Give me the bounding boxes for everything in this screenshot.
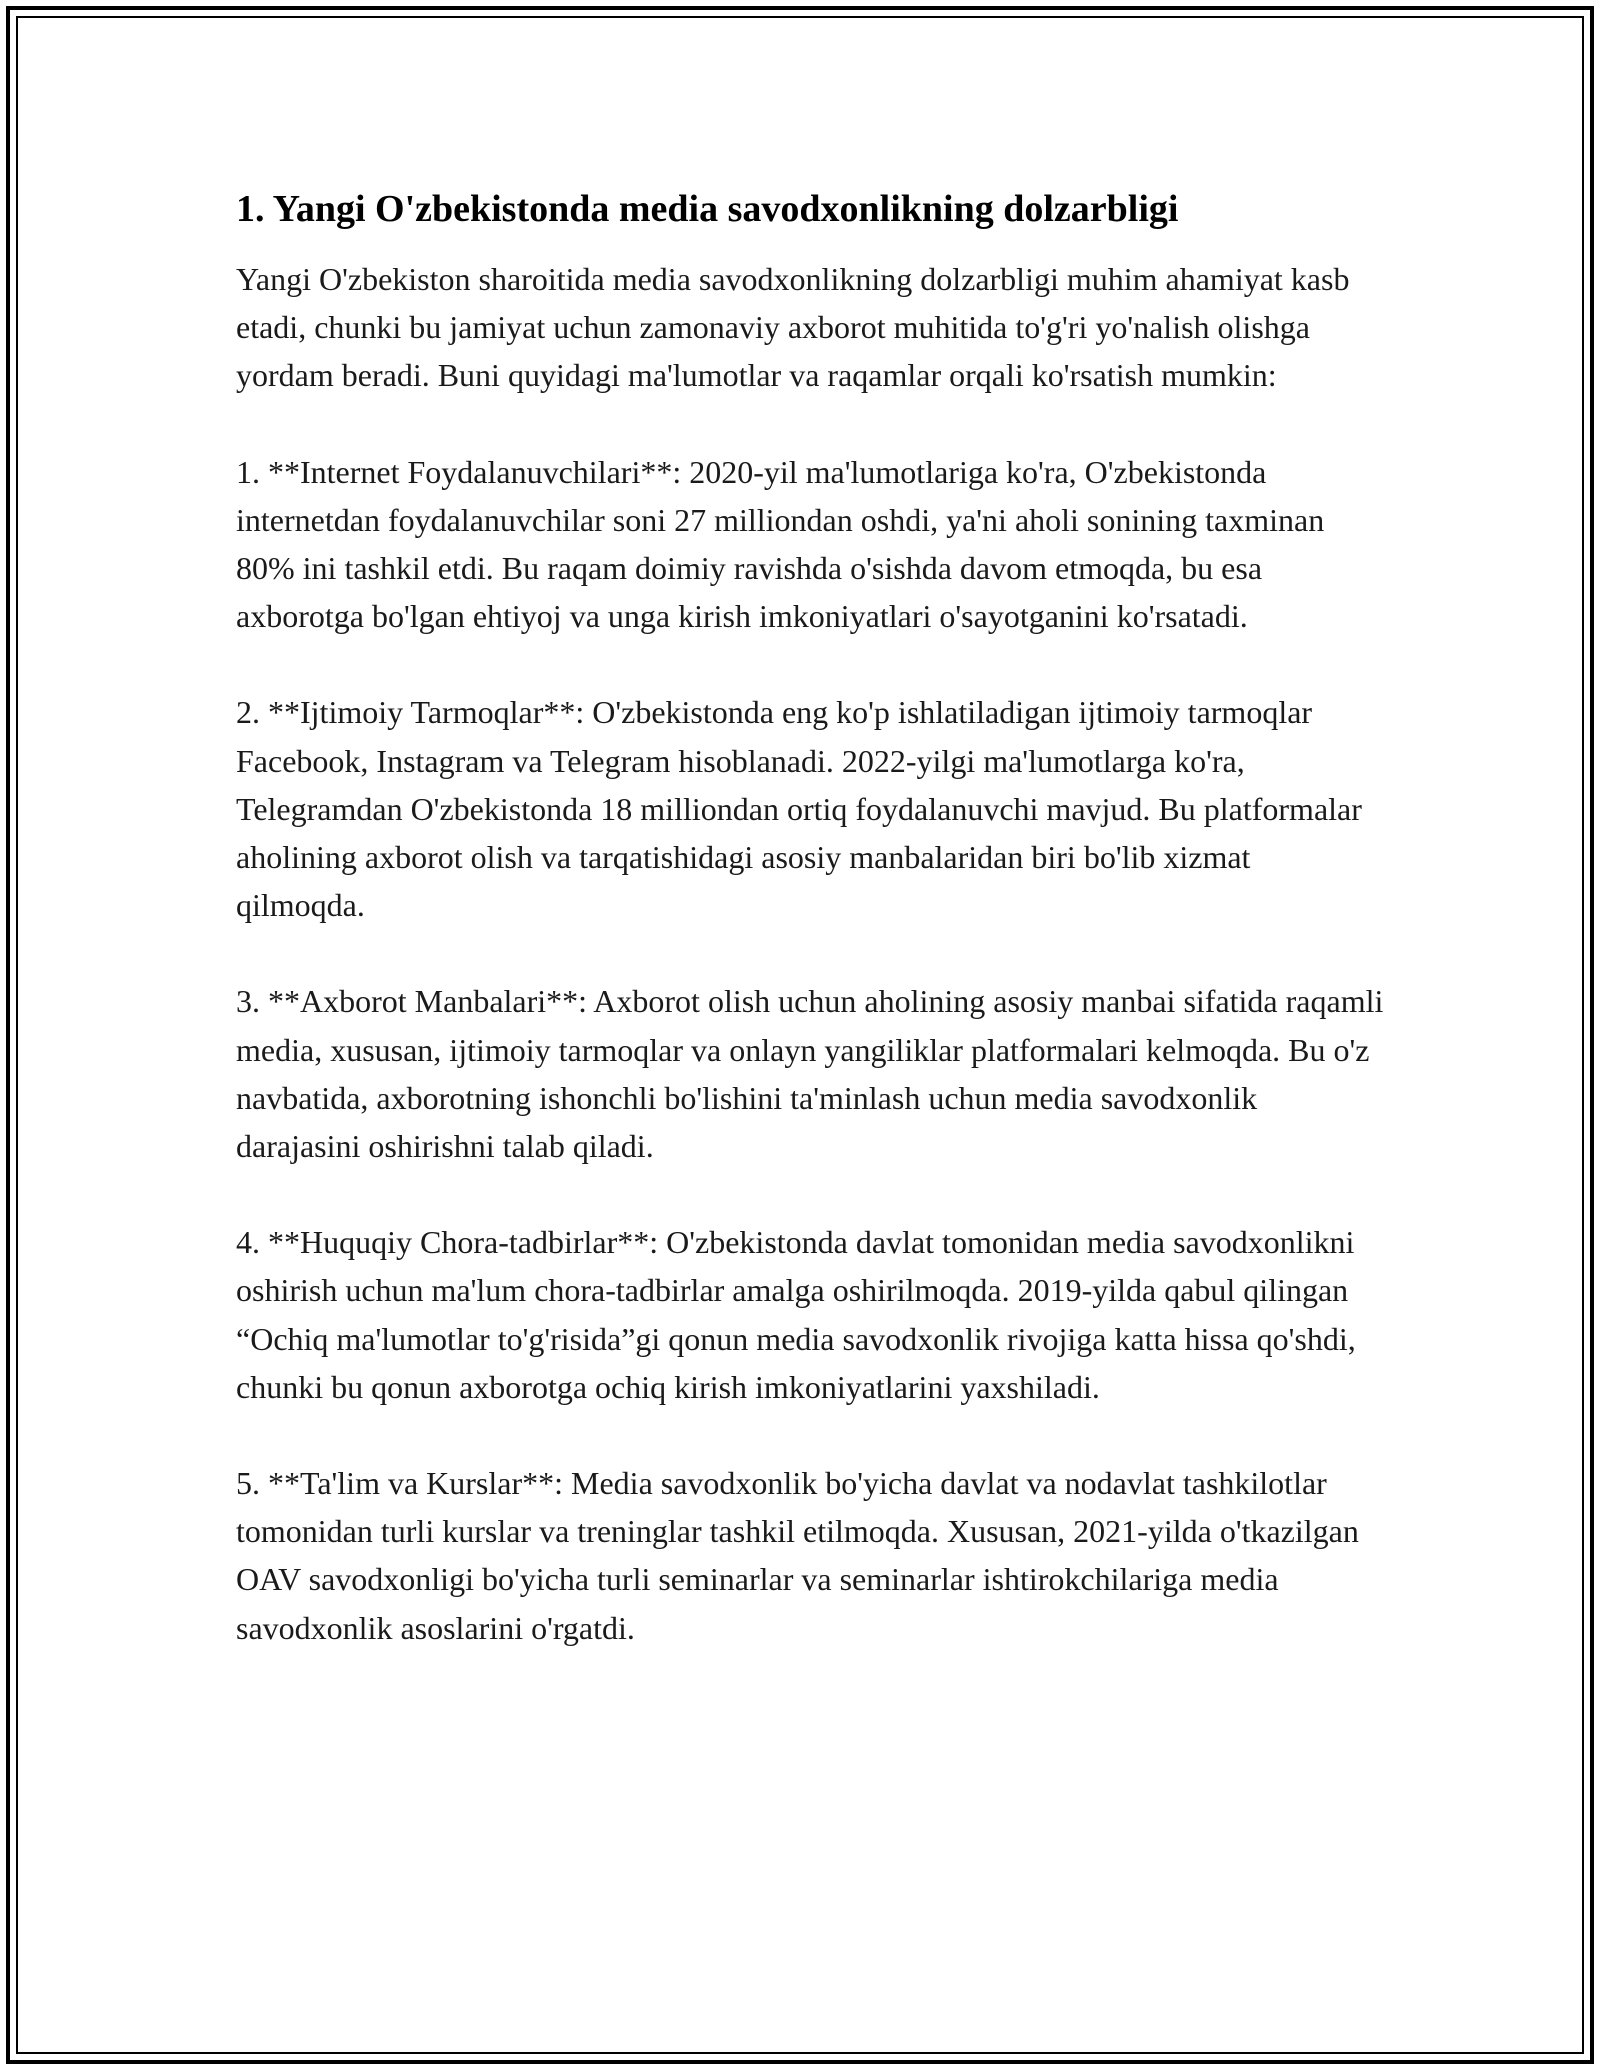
list-item-legal-measures: 4. **Huquqiy Chora-tadbirlar**: O'zbekistonda davlat tomonidan media savodxonlikni oshirish uchun ma'lum chora-tadbirlar amalga oshirilmoqda. 2019-yilda qabul qilingan “Ochiq ma'lumotlar to'g'risida”gi qonun media savodxonlik rivojiga katta hissa qo'shdi, chunki bu qonun axborotga ochiq kirish imkoniyatlarini yaxshiladi. xyxy=(236,1224,1356,1405)
list-item-social-networks: 2. **Ijtimoiy Tarmoqlar**: O'zbekistonda eng ko'p ishlatiladigan ijtimoiy tarmoqlar Facebook, Instagram va Telegram hisoblanadi. 2022-yilgi ma'lumotlarga ko'ra, Telegramdan O'zbekistonda 18 milliondan ortiq foydalanuvchi mavjud. Bu platformalar aholining axborot olish va tarqatishidagi asosiy manbalaridan biri bo'lib xizmat qilmoqda. xyxy=(236,694,1362,924)
list-item-education-courses: 5. **Ta'lim va Kurslar**: Media savodxonlik bo'yicha davlat va nodavlat tashkilotlar tomonidan turli kurslar va treninglar tashkil etilmoqda. Xususan, 2021-yilda o'tkazilgan OAV savodxonligi bo'yicha turli seminarlar va seminarlar ishtirokchilariga media savodxonlik asoslarini o'rgatdi. xyxy=(236,1465,1359,1646)
section-heading: 1. Yangi O'zbekistonda media savodxonlikning dolzarbligi xyxy=(236,188,1179,230)
list-item-information-sources: 3. **Axborot Manbalari**: Axborot olish uchun aholining asosiy manbai sifatida raqamli media, xususan, ijtimoiy tarmoqlar va onlayn yangiliklar platformalari kelmoqda. Bu o'z navbatida, axborotning ishonchli bo'lishini ta'minlash uchun media savodxonlik darajasini oshirishni talab qiladi. xyxy=(236,983,1384,1165)
intro-paragraph: Yangi O'zbekiston sharoitida media savodxonlikning dolzarbligi muhim ahamiyat kasb etadi, chunki bu jamiyat uchun zamonaviy axborot muhitida to'g'ri yo'nalish olishga yordam beradi. Buni quyidagi ma'lumotlar va raqamlar orqali ko'rsatish mumkin: xyxy=(236,261,1350,394)
list-item-internet-users: 1. **Internet Foydalanuvchilari**: 2020-yil ma'lumotlariga ko'ra, O'zbekistonda internetdan foydalanuvchilar soni 27 milliondan oshdi, ya'ni aholi sonining taxminan 80% ini tashkil etdi. Bu raqam doimiy ravishda o'sishda davom etmoqda, bu esa axborotga bo'lgan ehtiyoj va unga kirish imkoniyatlari o'sayotganini ko'rsatadi. xyxy=(236,453,1325,635)
document-body xyxy=(236,185,1386,1652)
